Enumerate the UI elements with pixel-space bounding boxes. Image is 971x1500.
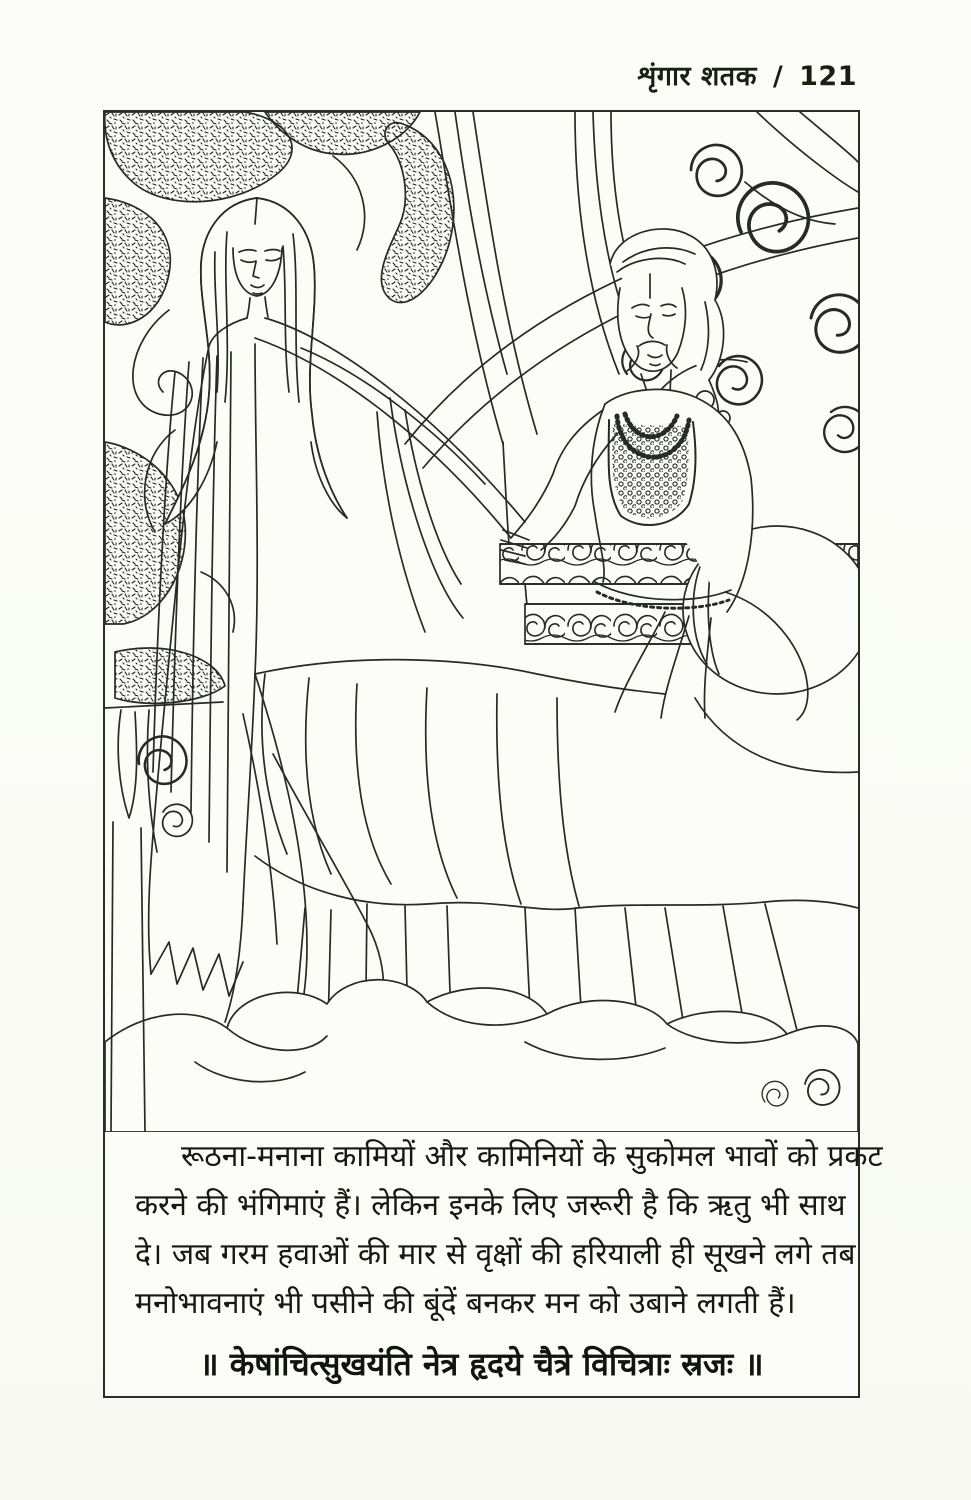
page-header bbox=[632, 56, 857, 93]
paragraph-line: मनोभावनाएं भी पसीने की बूंदें बनकर मन को उबाने लगती हैं। bbox=[135, 1286, 796, 1321]
paragraph-line: दे। जब गरम हवाओं की मार से वृक्षों की हरियाली ही सूखने लगे तब bbox=[135, 1237, 856, 1272]
paragraph-line: रूठना-मनाना कामियों और कामिनियों के सुकोमल भावों को प्रकट bbox=[181, 1139, 883, 1174]
woman-figure bbox=[149, 198, 525, 1073]
clouds bbox=[105, 980, 858, 1132]
text-block bbox=[105, 1132, 883, 1385]
illustration bbox=[105, 112, 858, 1132]
book-title: शृंगार शतक bbox=[637, 61, 757, 92]
page-number: 121 bbox=[799, 61, 857, 92]
header-separator: / bbox=[772, 61, 784, 92]
paragraph-line: करने की भंगिमाएं हैं। लेकिन इनके लिए जरूरी है कि ऋतु भी साथ bbox=[135, 1188, 846, 1223]
shloka-line: ॥ केषांचित्सुखयंति नेत्र हृदये चैत्रे विचित्राः स्रजः ॥ bbox=[199, 1345, 764, 1383]
content-frame bbox=[103, 110, 883, 1398]
